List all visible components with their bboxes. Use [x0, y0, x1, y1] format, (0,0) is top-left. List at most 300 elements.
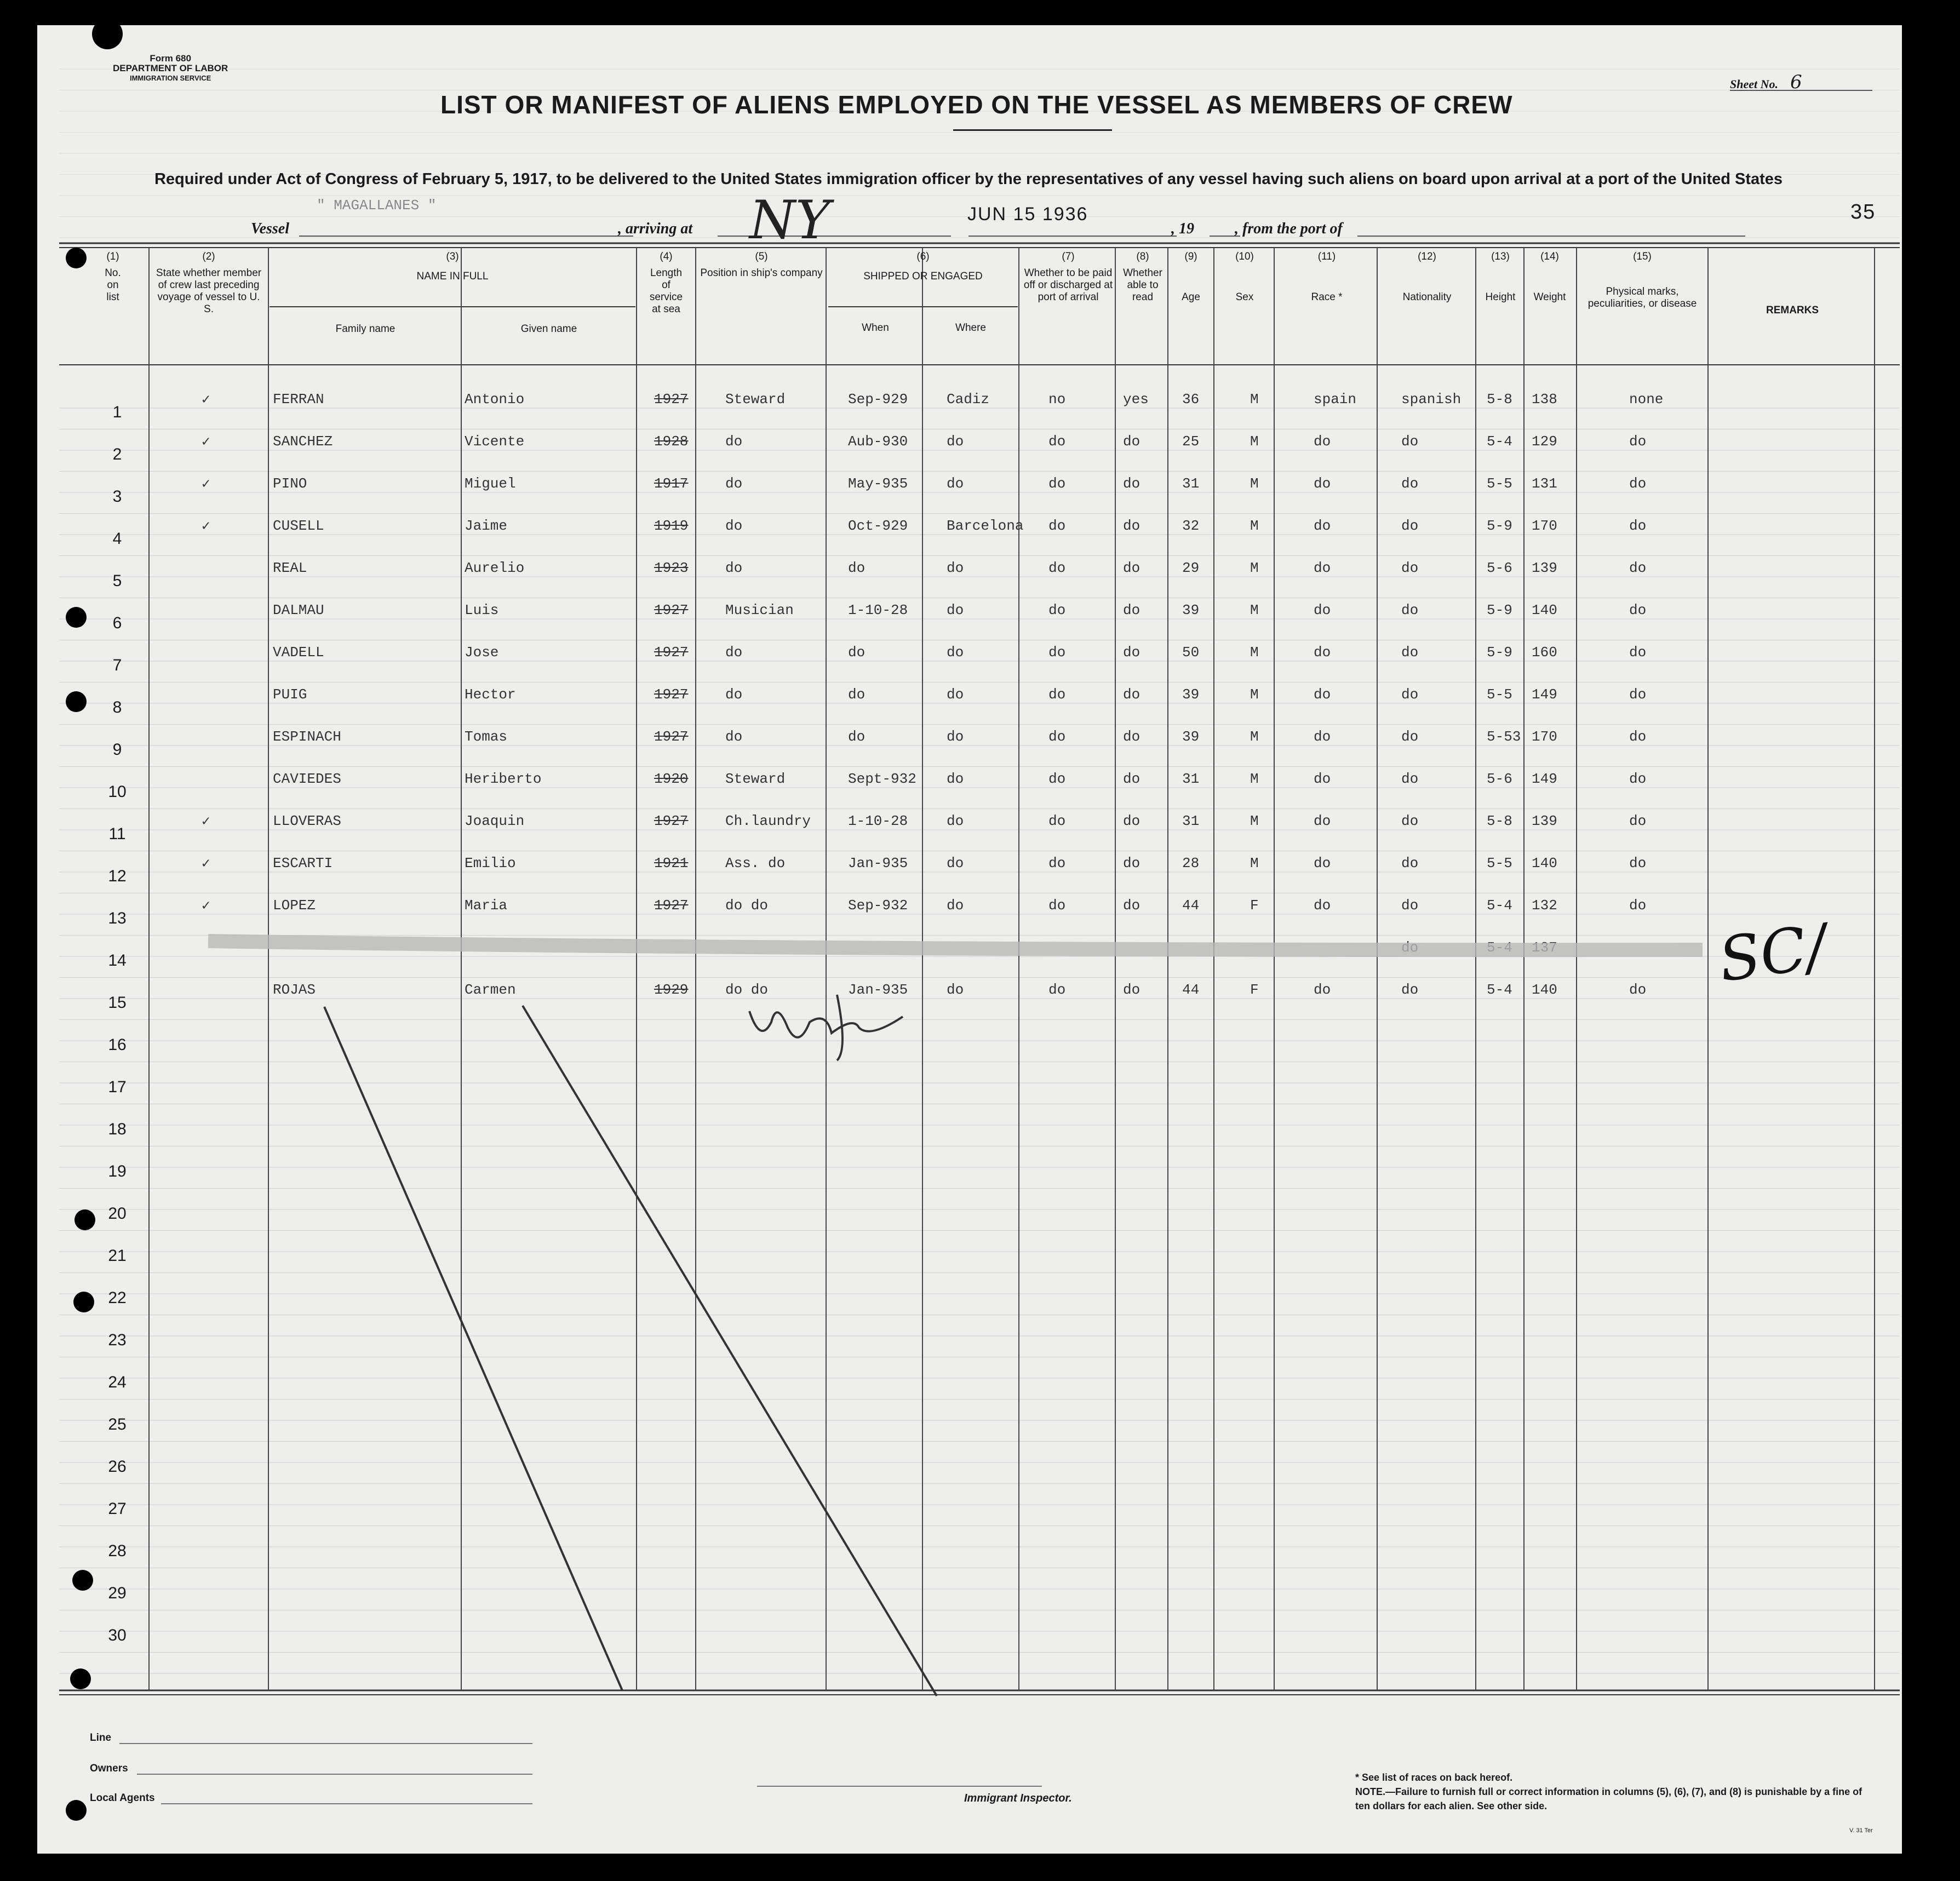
- table-row: [37, 640, 1902, 682]
- line-label: Line: [90, 1732, 112, 1744]
- row-nationality: do: [1401, 729, 1419, 745]
- row-shipped-where: do: [947, 813, 964, 829]
- col-header-nationality: [1379, 251, 1475, 303]
- row-race: do: [1314, 475, 1331, 492]
- row-service-years: 1921: [654, 855, 689, 871]
- row-weight: 140: [1532, 602, 1557, 618]
- row-number: 14: [108, 951, 127, 970]
- punch-hole: [72, 1570, 93, 1591]
- row-shipped-when: 1-10-28: [848, 602, 908, 618]
- col-num: (4): [660, 251, 673, 262]
- row-given-name: Aurelio: [465, 560, 525, 576]
- col-num: (13): [1491, 251, 1510, 262]
- col-label: Weight: [1533, 291, 1566, 303]
- row-shipped-where: do: [947, 897, 964, 914]
- row-position: Musician: [725, 602, 794, 618]
- row-shipped-where: do: [947, 560, 964, 576]
- row-shipped-where: Cadiz: [947, 391, 990, 408]
- row-given-name: Vicente: [465, 433, 525, 450]
- row-number: 25: [108, 1415, 127, 1433]
- row-marks: none: [1629, 391, 1664, 408]
- row-nationality: do: [1401, 982, 1419, 998]
- row-height: 5-53: [1487, 729, 1521, 745]
- row-number: 26: [108, 1458, 127, 1476]
- row-position: do: [725, 644, 743, 661]
- row-paid-off: do: [1048, 982, 1066, 998]
- row-service-years: 1927: [654, 644, 689, 661]
- row-service-years: 1927: [654, 602, 689, 618]
- row-position: do do: [725, 897, 769, 914]
- row-shipped-where: do: [947, 771, 964, 787]
- row-family-name: DALMAU: [273, 602, 324, 618]
- row-able-read: do: [1123, 729, 1141, 745]
- row-nationality: do: [1401, 644, 1419, 661]
- row-shipped-when: Sept-932: [848, 771, 916, 787]
- row-height: 5-9: [1487, 602, 1512, 618]
- row-able-read: do: [1123, 982, 1141, 998]
- col-label: Whether to be paid off or discharged at port of arrival: [1023, 267, 1113, 303]
- sheet-label: Sheet No.: [1730, 77, 1778, 91]
- table-row: [37, 766, 1902, 808]
- row-nationality: do: [1401, 813, 1419, 829]
- row-race: do: [1314, 813, 1331, 829]
- row-position: do: [725, 518, 743, 534]
- col-header-read: [1117, 251, 1168, 303]
- row-shipped-when: do: [848, 729, 866, 745]
- row-given-name: Luis: [465, 602, 499, 618]
- row-marks: do: [1629, 855, 1647, 871]
- col-header-height: [1477, 251, 1524, 303]
- row-paid-off: do: [1048, 518, 1066, 534]
- table-row: [37, 387, 1902, 429]
- from-underline: [1357, 236, 1745, 237]
- row-age: 36: [1182, 391, 1200, 408]
- sheet-number-field: [1730, 71, 1872, 91]
- row-paid-off: do: [1048, 686, 1066, 703]
- row-able-read: do: [1123, 518, 1141, 534]
- row-sex: M: [1250, 602, 1259, 618]
- row-height: 5-5: [1487, 475, 1512, 492]
- col-num: (7): [1062, 251, 1075, 262]
- inspector-underline: [757, 1786, 1042, 1787]
- row-check: ✓: [202, 434, 210, 450]
- row-able-read: do: [1123, 897, 1141, 914]
- row-marks: do: [1629, 897, 1647, 914]
- col-label: Length of service at sea: [649, 267, 683, 315]
- row-race: do: [1314, 771, 1331, 787]
- row-position: Steward: [725, 391, 786, 408]
- row-nationality: do: [1401, 939, 1419, 956]
- row-check: ✓: [202, 898, 210, 914]
- col-header-race: [1276, 251, 1377, 303]
- row-shipped-when: Sep-932: [848, 897, 908, 914]
- row-nationality: do: [1401, 686, 1419, 703]
- table-row: [37, 977, 1902, 1019]
- remarks-annotation: SC/: [1715, 910, 1831, 996]
- row-given-name: Maria: [465, 897, 508, 914]
- col-num: (11): [1317, 251, 1336, 262]
- row-service-years: 1929: [654, 982, 689, 998]
- row-number: 7: [112, 656, 122, 674]
- col-header-where: Where: [955, 322, 986, 334]
- row-number: 13: [108, 909, 127, 927]
- row-number: 29: [108, 1584, 127, 1602]
- row-weight: 140: [1532, 982, 1557, 998]
- col-num: (12): [1418, 251, 1436, 262]
- punch-hole: [66, 1800, 87, 1821]
- row-number: 23: [108, 1331, 127, 1349]
- table-row: [37, 808, 1902, 851]
- table-row: [37, 851, 1902, 893]
- row-shipped-when: Aub-930: [848, 433, 908, 450]
- row-marks: do: [1629, 433, 1647, 450]
- col-label: Nationality: [1402, 291, 1452, 303]
- col-label: No. on list: [105, 267, 121, 303]
- row-race: do: [1314, 644, 1331, 661]
- table-row: [37, 724, 1902, 766]
- row-check: ✓: [202, 856, 210, 872]
- col-num: (9): [1184, 251, 1197, 262]
- row-given-name: Heriberto: [465, 771, 542, 787]
- col-header-sex: [1215, 251, 1274, 303]
- col-label: NAME IN FULL: [416, 271, 489, 282]
- col-num: (8): [1136, 251, 1149, 262]
- vessel-label: Vessel: [251, 220, 289, 237]
- arriving-port: NY: [749, 190, 830, 251]
- col-header-position: [698, 251, 825, 279]
- corner-code: V. 31 Ter: [1849, 1827, 1873, 1834]
- row-height: 5-4: [1487, 897, 1512, 914]
- table-row: [37, 893, 1902, 935]
- agents-underline: [161, 1803, 532, 1804]
- row-age: 39: [1182, 686, 1200, 703]
- row-shipped-where: Barcelona: [947, 518, 1024, 534]
- row-number: 24: [108, 1373, 127, 1391]
- row-weight: 137: [1532, 939, 1557, 956]
- row-nationality: do: [1401, 433, 1419, 450]
- col-header-last-voyage: [151, 251, 266, 316]
- row-number: 1: [112, 403, 122, 421]
- row-sex: M: [1250, 644, 1259, 661]
- row-service-years: 1923: [654, 560, 689, 576]
- row-given-name: Hector: [465, 686, 516, 703]
- row-family-name: FERRAN: [273, 391, 324, 408]
- row-number: 22: [108, 1289, 127, 1307]
- row-race: do: [1314, 433, 1331, 450]
- table-row: [37, 471, 1902, 513]
- manifest-sheet: [37, 25, 1902, 1854]
- row-shipped-where: do: [947, 729, 964, 745]
- owners-label: Owners: [90, 1763, 128, 1774]
- row-family-name: LLOVERAS: [273, 813, 341, 829]
- row-paid-off: do: [1048, 644, 1066, 661]
- row-family-name: CAVIEDES: [273, 771, 341, 787]
- row-sex: M: [1250, 518, 1259, 534]
- note-text: —Failure to furnish full or correct information in columns (5), (6), (7), and (8) is punishable by a fine of ten dollars for each alien. See other side.: [1355, 1786, 1862, 1811]
- row-given-name: Jaime: [465, 518, 508, 534]
- row-paid-off: do: [1048, 560, 1066, 576]
- row-position: Ch.laundry: [725, 813, 811, 829]
- row-race: do: [1314, 560, 1331, 576]
- date-underline: [968, 236, 1177, 237]
- owners-underline: [137, 1774, 532, 1775]
- punch-hole: [70, 1668, 91, 1689]
- row-service-years: 1919: [654, 518, 689, 534]
- row-height: 5-4: [1487, 939, 1512, 956]
- table-row: [37, 555, 1902, 598]
- punch-hole: [66, 248, 87, 268]
- row-number: 28: [108, 1542, 127, 1560]
- vessel-name: " MAGALLANES ": [317, 197, 437, 214]
- row-shipped-where: do: [947, 686, 964, 703]
- row-marks: do: [1629, 602, 1647, 618]
- row-family-name: SANCHEZ: [273, 433, 333, 450]
- row-sex: M: [1250, 686, 1259, 703]
- col-header-given-name: Given name: [520, 323, 577, 335]
- row-age: 39: [1182, 729, 1200, 745]
- table-row: [37, 429, 1902, 471]
- row-height: 5-4: [1487, 982, 1512, 998]
- row-given-name: Tomas: [465, 729, 508, 745]
- row-marks: do: [1629, 686, 1647, 703]
- row-position: do: [725, 560, 743, 576]
- row-age: 44: [1182, 897, 1200, 914]
- row-shipped-when: Jan-935: [848, 982, 908, 998]
- row-given-name: Jose: [465, 644, 499, 661]
- col-header-shipped: [828, 251, 1018, 283]
- row-sex: M: [1250, 771, 1259, 787]
- row-position: do: [725, 686, 743, 703]
- page-subtitle: Required under Act of Congress of February 5, 1917, to be delivered to the United States immigration officer by the representatives of any vessel having such aliens on board upon arrival at a port of the United States: [154, 170, 1783, 188]
- row-able-read: do: [1123, 560, 1141, 576]
- row-shipped-when: Sep-929: [848, 391, 908, 408]
- row-able-read: do: [1123, 813, 1141, 829]
- row-shipped-where: do: [947, 475, 964, 492]
- row-position: do do: [725, 982, 769, 998]
- row-number: 21: [108, 1247, 127, 1265]
- row-height: 5-5: [1487, 855, 1512, 871]
- row-given-name: Joaquin: [465, 813, 525, 829]
- col-header-service: [639, 251, 694, 316]
- row-marks: do: [1629, 518, 1647, 534]
- line-underline: [119, 1743, 532, 1744]
- row-age: 32: [1182, 518, 1200, 534]
- row-shipped-when: do: [848, 686, 866, 703]
- row-weight: 139: [1532, 813, 1557, 829]
- row-weight: 149: [1532, 771, 1557, 787]
- row-age: 50: [1182, 644, 1200, 661]
- row-age: 28: [1182, 855, 1200, 871]
- form-id: [113, 54, 228, 83]
- row-family-name: ESPINACH: [273, 729, 341, 745]
- row-given-name: Emilio: [465, 855, 516, 871]
- date-stamp: JUN 15 1936: [967, 204, 1088, 225]
- col-label: Age: [1182, 291, 1200, 303]
- page-number: 35: [1850, 200, 1876, 223]
- row-nationality: do: [1401, 602, 1419, 618]
- col-header-name: [270, 251, 635, 283]
- row-number: 11: [108, 825, 126, 843]
- col-header-weight: [1525, 251, 1574, 303]
- arriving-label: , arriving at: [618, 220, 693, 237]
- row-nationality: do: [1401, 560, 1419, 576]
- row-number: 27: [108, 1500, 127, 1518]
- row-age: 29: [1182, 560, 1200, 576]
- row-paid-off: do: [1048, 897, 1066, 914]
- row-sex: M: [1250, 475, 1259, 492]
- col-num: (3): [446, 251, 459, 262]
- row-number: 20: [108, 1205, 127, 1223]
- row-nationality: do: [1401, 855, 1419, 871]
- from-label: , from the port of: [1235, 220, 1343, 237]
- row-paid-off: do: [1048, 771, 1066, 787]
- row-paid-off: do: [1048, 729, 1066, 745]
- row-number: 8: [112, 698, 122, 716]
- row-able-read: do: [1123, 855, 1141, 871]
- row-number: 17: [108, 1078, 127, 1096]
- punch-hole: [73, 1292, 94, 1312]
- row-check: ✓: [202, 476, 210, 492]
- row-shipped-when: 1-10-28: [848, 813, 908, 829]
- row-nationality: do: [1401, 897, 1419, 914]
- sheet-number: 6: [1790, 71, 1802, 93]
- row-family-name: ESCARTI: [273, 855, 333, 871]
- row-family-name: CUSELL: [273, 518, 324, 534]
- row-shipped-when: Oct-929: [848, 518, 908, 534]
- row-number: 10: [108, 783, 127, 801]
- row-height: 5-8: [1487, 813, 1512, 829]
- col-num: (6): [916, 251, 930, 262]
- form-number: Form 680: [150, 53, 191, 64]
- row-height: 5-4: [1487, 433, 1512, 450]
- row-sex: M: [1250, 391, 1259, 408]
- row-service-years: 1928: [654, 433, 689, 450]
- row-shipped-where: do: [947, 982, 964, 998]
- row-sex: M: [1250, 560, 1259, 576]
- row-nationality: do: [1401, 475, 1419, 492]
- row-position: Ass. do: [725, 855, 786, 871]
- row-race: do: [1314, 855, 1331, 871]
- row-service-years: 1927: [654, 391, 689, 408]
- row-weight: 129: [1532, 433, 1557, 450]
- row-shipped-where: do: [947, 855, 964, 871]
- row-able-read: do: [1123, 433, 1141, 450]
- row-position: do: [725, 729, 743, 745]
- row-sex: M: [1250, 729, 1259, 745]
- row-paid-off: do: [1048, 433, 1066, 450]
- row-marks: do: [1629, 771, 1647, 787]
- fine-note: [1355, 1785, 1870, 1813]
- row-paid-off: no: [1048, 391, 1066, 408]
- punch-hole: [74, 1209, 95, 1230]
- col-num: (14): [1540, 251, 1559, 262]
- row-weight: 149: [1532, 686, 1557, 703]
- table-row: [37, 513, 1902, 555]
- row-nationality: do: [1401, 518, 1419, 534]
- row-number: 18: [108, 1120, 127, 1138]
- row-age: 44: [1182, 982, 1200, 998]
- row-number: 4: [112, 530, 122, 548]
- row-marks: do: [1629, 813, 1647, 829]
- row-position: do: [725, 475, 743, 492]
- row-paid-off: do: [1048, 602, 1066, 618]
- col-num: (1): [106, 251, 119, 262]
- row-family-name: LOPEZ: [273, 897, 316, 914]
- row-weight: 140: [1532, 855, 1557, 871]
- row-shipped-when: May-935: [848, 475, 908, 492]
- race-note: * See list of races on back hereof.: [1355, 1772, 1513, 1783]
- row-number: 6: [112, 614, 122, 632]
- col-label: State whether member of crew last preceding voyage of vessel to U. S.: [156, 267, 262, 315]
- row-family-name: ROJAS: [273, 982, 316, 998]
- row-given-name: Miguel: [465, 475, 516, 492]
- row-race: do: [1314, 897, 1331, 914]
- col-num: (5): [755, 251, 768, 262]
- row-family-name: REAL: [273, 560, 307, 576]
- row-marks: do: [1629, 475, 1647, 492]
- row-able-read: do: [1123, 602, 1141, 618]
- row-height: 5-9: [1487, 644, 1512, 661]
- col-label: SHIPPED OR ENGAGED: [863, 271, 983, 282]
- col-header-when: When: [862, 322, 889, 334]
- col-label: Sex: [1235, 291, 1254, 303]
- row-number: 3: [112, 488, 122, 506]
- row-service-years: 1927: [654, 686, 689, 703]
- row-number: 19: [108, 1162, 127, 1180]
- row-height: 5-5: [1487, 686, 1512, 703]
- row-age: 25: [1182, 433, 1200, 450]
- row-position: Steward: [725, 771, 786, 787]
- row-weight: 170: [1532, 729, 1557, 745]
- row-race: do: [1314, 686, 1331, 703]
- row-number: 5: [112, 572, 122, 590]
- row-age: 31: [1182, 475, 1200, 492]
- col-label: Physical marks, peculiarities, or disease: [1588, 286, 1697, 309]
- col-header-remarks: REMARKS: [1766, 305, 1819, 316]
- row-family-name: PUIG: [273, 686, 307, 703]
- row-sex: F: [1250, 982, 1259, 998]
- col-num: (2): [202, 251, 215, 262]
- row-given-name: Carmen: [465, 982, 516, 998]
- row-check: ✓: [202, 518, 210, 535]
- row-nationality: spanish: [1401, 391, 1462, 408]
- col-label: Race *: [1311, 291, 1343, 303]
- row-sex: M: [1250, 855, 1259, 871]
- row-service-years: 1927: [654, 897, 689, 914]
- row-able-read: do: [1123, 771, 1141, 787]
- row-age: 31: [1182, 771, 1200, 787]
- row-sex: F: [1250, 897, 1259, 914]
- row-nationality: do: [1401, 771, 1419, 787]
- row-height: 5-6: [1487, 560, 1512, 576]
- col-header-physical-marks: [1578, 251, 1707, 310]
- row-number: 12: [108, 867, 127, 885]
- row-race: do: [1314, 982, 1331, 998]
- row-number: 16: [108, 1036, 127, 1054]
- col-num: (10): [1235, 251, 1254, 262]
- row-shipped-when: Jan-935: [848, 855, 908, 871]
- row-paid-off: do: [1048, 813, 1066, 829]
- row-family-name: VADELL: [273, 644, 324, 661]
- table-row: [37, 682, 1902, 724]
- row-marks: do: [1629, 982, 1647, 998]
- row-number: 2: [112, 445, 122, 463]
- row-shipped-where: do: [947, 433, 964, 450]
- row-race: do: [1314, 602, 1331, 618]
- inspector-label: Immigrant Inspector.: [964, 1792, 1072, 1804]
- row-weight: 131: [1532, 475, 1557, 492]
- row-service-years: 1920: [654, 771, 689, 787]
